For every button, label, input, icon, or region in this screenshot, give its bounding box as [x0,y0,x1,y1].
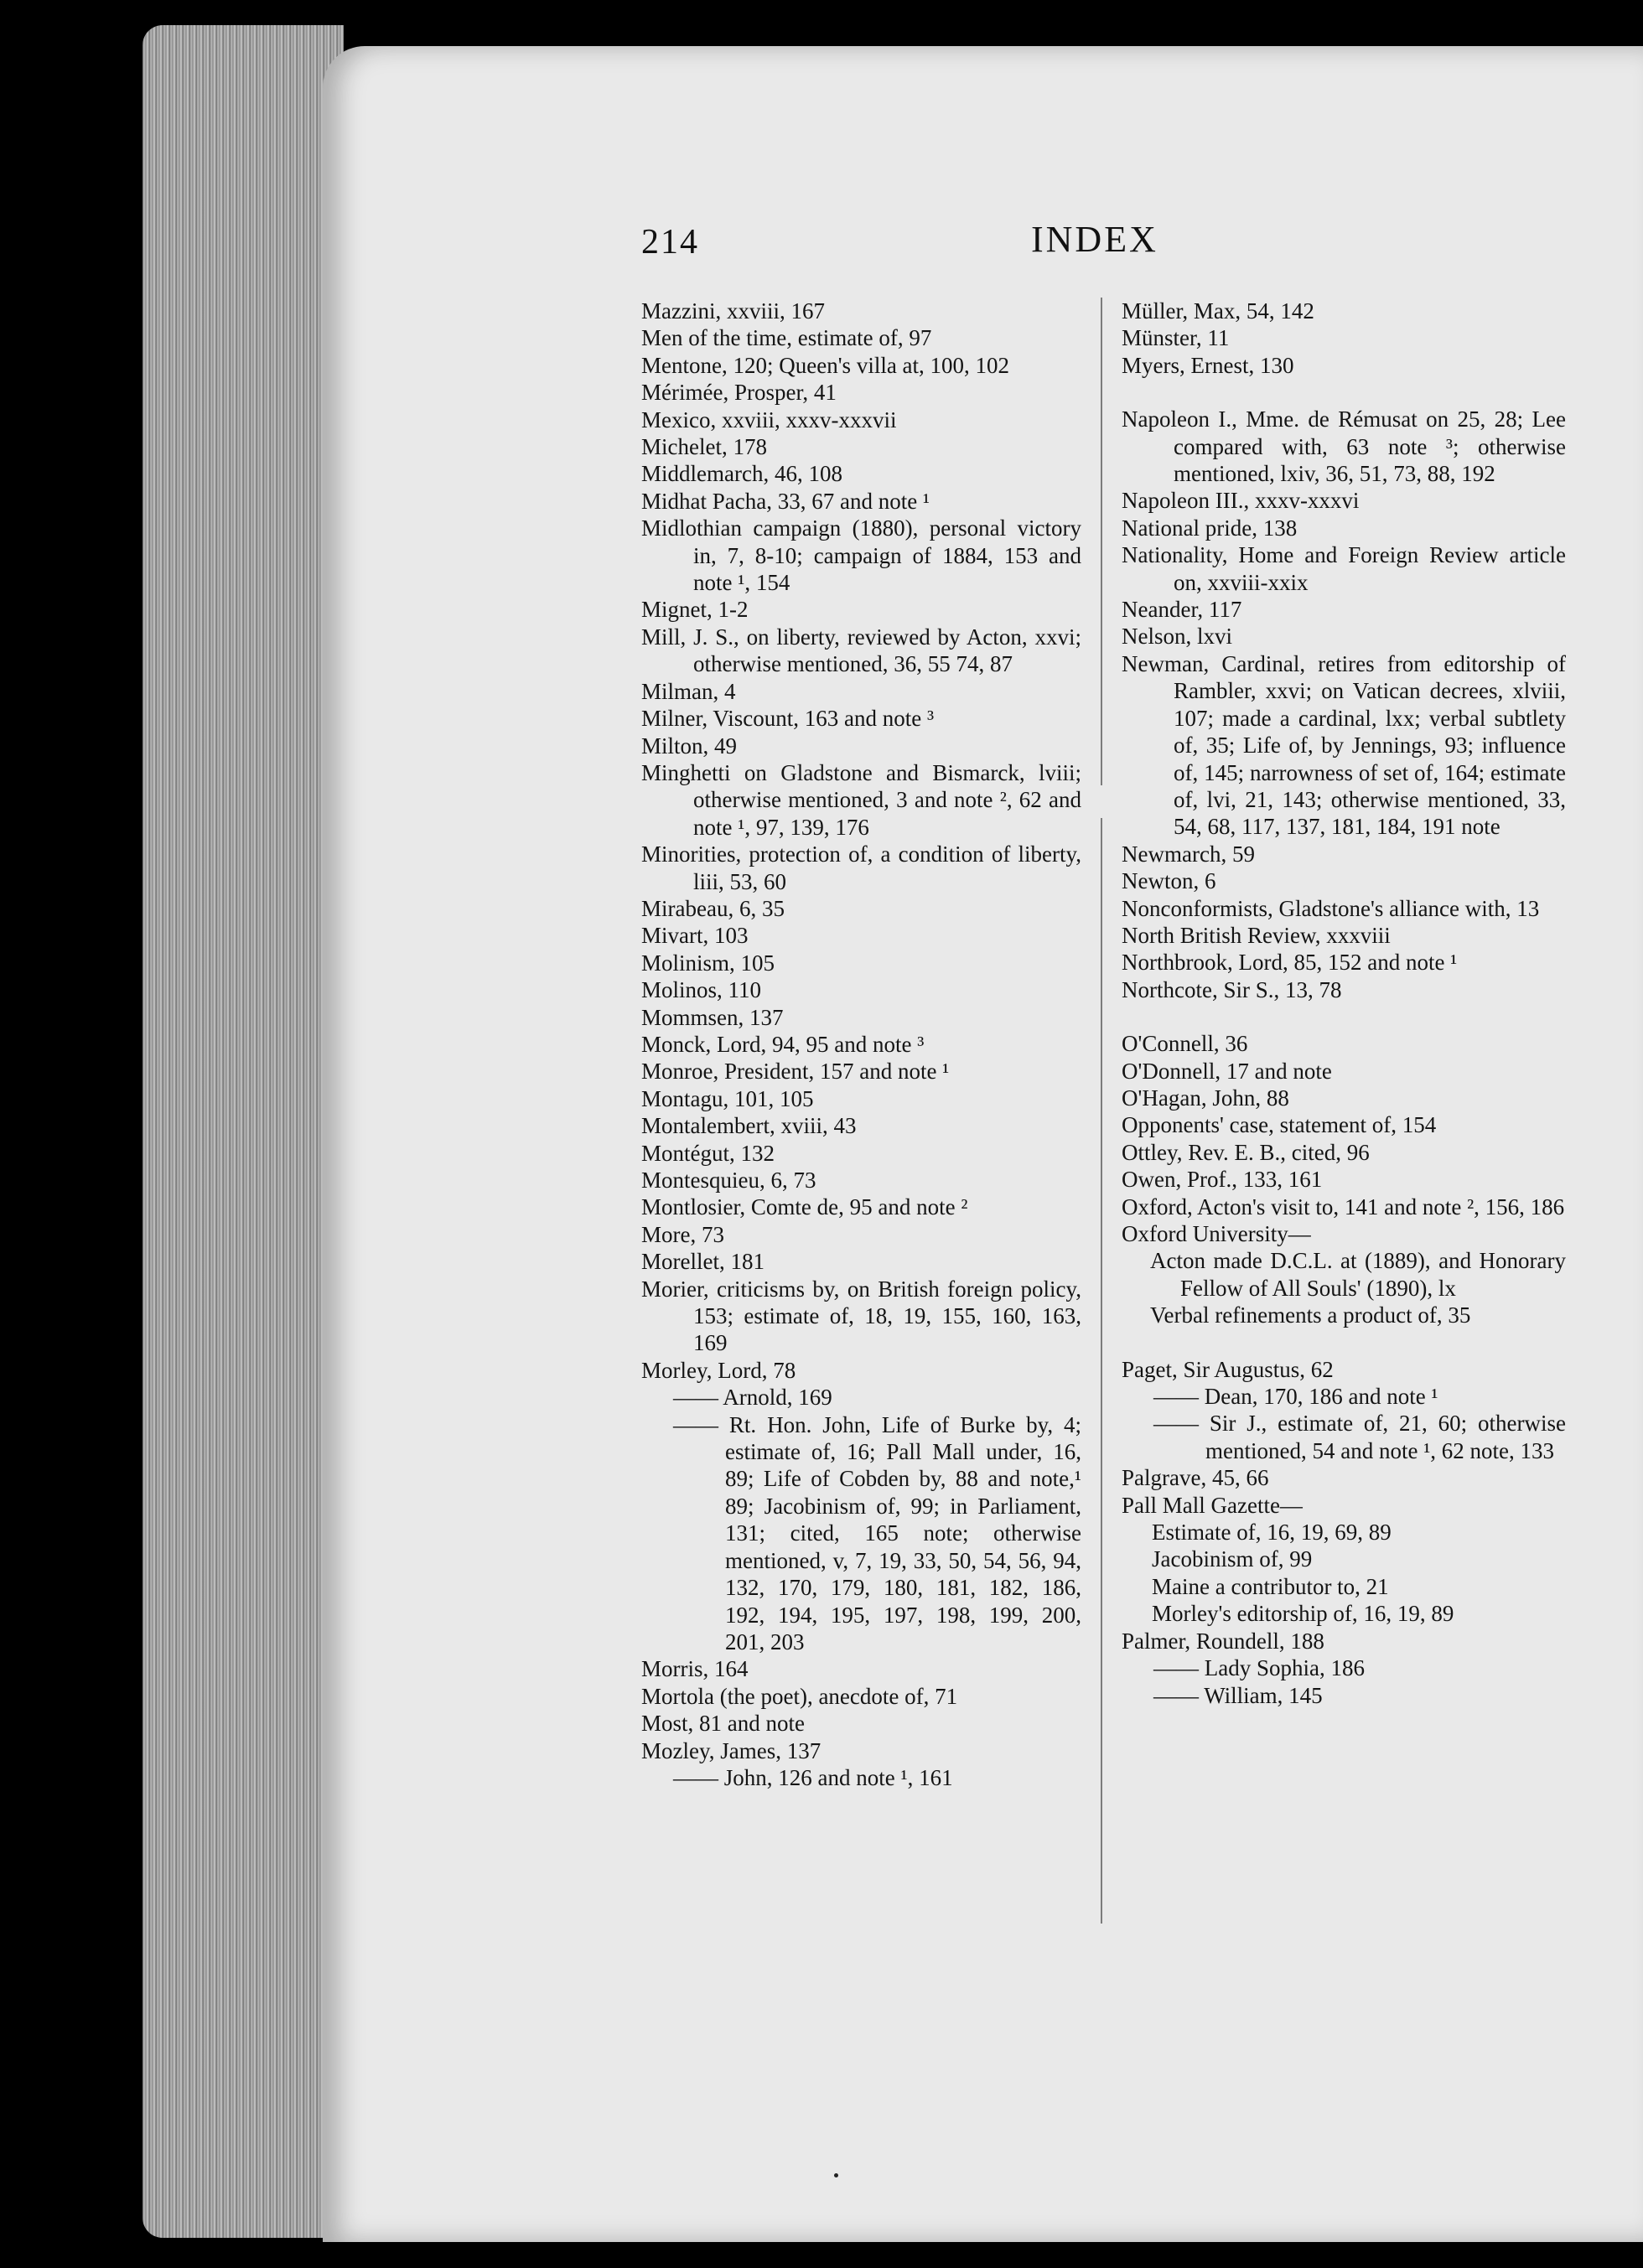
index-entry: Pall Mall Gazette— [1122,1492,1303,1518]
index-entry: Ottley, Rev. E. B., cited, 96 [1122,1139,1370,1165]
index-entry: Men of the time, estimate of, 97 [641,325,932,351]
index-entry: Mommsen, 137 [641,1004,784,1030]
index-entry: Montesquieu, 6, 73 [641,1168,816,1193]
index-column-right [1122,298,1566,1709]
index-entry: Milton, 49 [641,733,738,759]
index-entry: O'Connell, 36 [1122,1031,1248,1057]
index-entry: Morier, criticisms by, on British foreign policy, 153; estimate of, 18, 19, 155, 160, 163, 169 [641,1276,1081,1356]
index-entry: —— William, 145 [1153,1682,1323,1708]
index-entry: Mirabeau, 6, 35 [641,895,785,921]
index-entry: Nonconformists, Gladstone's alliance with, 13 [1122,895,1540,921]
index-column-left [641,298,1081,1791]
index-entry: Mérimée, Prosper, 41 [641,380,837,406]
index-entry: Milner, Viscount, 163 and note ³ [641,706,935,732]
index-entry: Newmarch, 59 [1122,841,1255,867]
index-entry: Napoleon III., xxxv-xxxvi [1122,488,1360,514]
index-entry: Midhat Pacha, 33, 67 and note ¹ [641,488,930,514]
index-entry: Oxford, Acton's visit to, 141 and note ², 156, 186 [1122,1194,1565,1219]
index-entry: Montagu, 101, 105 [641,1085,814,1111]
index-entry: Minorities, protection of, a condition of liberty, liii, 53, 60 [641,841,1081,894]
index-entry: Mivart, 103 [641,923,749,949]
index-entry: Müller, Max, 54, 142 [1122,298,1314,324]
index-entry: —— Dean, 170, 186 and note ¹ [1153,1384,1438,1410]
index-entry: Monck, Lord, 94, 95 and note ³ [641,1031,925,1057]
index-entry: Morley, Lord, 78 [641,1357,796,1383]
index-entry: Verbal refinements a product of, 35 [1150,1302,1471,1328]
index-entry: Mexico, xxviii, xxxv-xxxvii [641,406,897,432]
index-entry: Northbrook, Lord, 85, 152 and note ¹ [1122,950,1458,976]
index-entry: Nelson, lxvi [1122,624,1232,650]
index-entry: More, 73 [641,1221,724,1247]
index-entry: Morley's editorship of, 16, 19, 89 [1152,1601,1454,1627]
index-entry: —— Lady Sophia, 186 [1153,1655,1365,1681]
index-entry: National pride, 138 [1122,515,1298,541]
book-page-edges [143,25,344,2238]
index-entry: Molinos, 110 [641,977,762,1003]
index-entry: Mill, J. S., on liberty, reviewed by Acton, xxvi; otherwise mentioned, 36, 55 74, 87 [641,624,1081,677]
index-entry: Montlosier, Comte de, 95 and note ² [641,1194,968,1220]
index-entry: —— John, 126 and note ¹, 161 [673,1764,953,1790]
index-entry: Neander, 117 [1122,597,1242,623]
index-entry: Münster, 11 [1122,325,1230,351]
index-entry: Newman, Cardinal, retires from editorship of Rambler, xxvi; on Vatican decrees, xlviii, 107; made a cardinal, lxx; verbal subtlety of, 35; Life of, by Jennings, 93; influence of, 145; narrowness of set of, 164; estimate of, lvi, 21, 143; otherwise mentioned, 33, 54, 68, 117, 137, 181, 184, 191 note [1122,650,1566,840]
index-entry: Mignet, 1-2 [641,597,749,623]
index-entry: Myers, Ernest, 130 [1122,352,1294,378]
page-mark [834,2173,838,2177]
index-entry: Palgrave, 45, 66 [1122,1465,1269,1491]
index-entry: Most, 81 and note [641,1711,805,1737]
index-entry: Palmer, Roundell, 188 [1122,1628,1324,1654]
index-entry: Montalembert, xviii, 43 [641,1113,857,1139]
index-entry: Milman, 4 [641,678,736,704]
index-entry: Morellet, 181 [641,1249,764,1275]
index-entry: Estimate of, 16, 19, 69, 89 [1152,1520,1392,1546]
index-entry: O'Donnell, 17 and note [1122,1058,1332,1084]
index-entry: O'Hagan, John, 88 [1122,1085,1289,1111]
column-divider [1101,298,1102,1924]
index-entry: Paget, Sir Augustus, 62 [1122,1356,1334,1382]
index-entry: —— Sir J., estimate of, 21, 60; otherwise mentioned, 54 and note ¹, 62 note, 133 [1153,1411,1566,1463]
index-entry: North British Review, xxxviii [1122,922,1391,948]
index-entry: Owen, Prof., 133, 161 [1122,1167,1323,1193]
index-entry: Molinism, 105 [641,950,775,976]
index-entry: Napoleon I., Mme. de Rémusat on 25, 28; Lee compared with, 63 note ³; otherwise mentioned, lxiv, 36, 51, 73, 88, 192 [1122,406,1566,487]
index-entry: Newton, 6 [1122,868,1216,894]
index-entry: Acton made D.C.L. at (1889), and Honorary Fellow of All Souls' (1890), lx [1150,1248,1566,1301]
index-entry: Montégut, 132 [641,1140,775,1166]
index-entry: Middlemarch, 46, 108 [641,461,842,487]
index-entry: Michelet, 178 [641,434,767,460]
page-number: 214 [641,223,699,261]
index-entry: Minghetti on Gladstone and Bismarck, lviii; otherwise mentioned, 3 and note ², 62 and note ¹, 97, 139, 176 [641,759,1081,840]
index-entry: Mortola (the poet), anecdote of, 71 [641,1683,958,1709]
index-entry: Midlothian campaign (1880), personal victory in, 7, 8-10; campaign of 1884, 153 and note ¹, 154 [641,515,1081,596]
index-entry: Monroe, President, 157 and note ¹ [641,1059,950,1085]
index-entry: Morris, 164 [641,1656,749,1682]
index-entry: Oxford University— [1122,1221,1311,1246]
index-entry: Maine a contributor to, 21 [1152,1573,1389,1599]
index-entry: —— Arnold, 169 [673,1385,832,1411]
index-entry: Mazzini, xxviii, 167 [641,298,825,324]
index-entry: —— Rt. Hon. John, Life of Burke by, 4; estimate of, 16; Pall Mall under, 16, 89; Life of Cobden by, 88 and note,¹ 89; Jacobinism of, 99; in Parliament, 131; cited, 165 note; otherwise mentioned, v, 7, 19, 33, 50, 54, 56, 94, 132, 170, 179, 180, 181, 182, 186, 192, 194, 195, 197, 198, 199, 200, 201, 203 [673,1411,1081,1654]
running-head: INDEX [1031,219,1158,260]
index-entry: Jacobinism of, 99 [1152,1546,1313,1572]
index-entry: Mentone, 120; Queen's villa at, 100, 102 [641,352,1010,378]
index-entry: Mozley, James, 137 [641,1737,822,1763]
index-entry: Northcote, Sir S., 13, 78 [1122,976,1342,1002]
index-entry: Opponents' case, statement of, 154 [1122,1112,1437,1138]
index-entry: Nationality, Home and Foreign Review article on, xxviii-xxix [1122,542,1566,595]
